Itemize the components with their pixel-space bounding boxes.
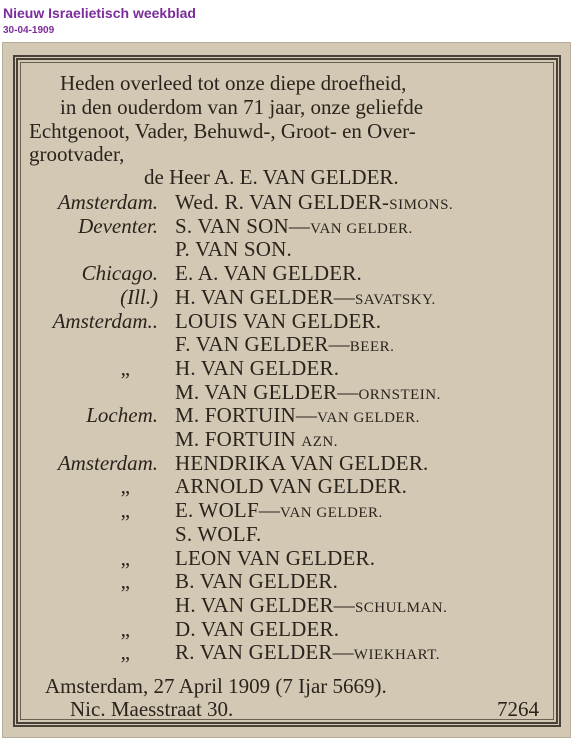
mourner-name-suffix: SIMONS. [389, 197, 454, 213]
mourner-name [175, 571, 338, 592]
mourner-name-main: M. VAN GELDER— [175, 380, 359, 404]
mourner-name [175, 216, 413, 237]
mourner-name [175, 405, 420, 426]
mourner-place: Chicago. [81, 261, 158, 285]
mourner-name-suffix: SCHULMAN. [354, 600, 448, 616]
mourner-name-main: E. A. VAN GELDER. [175, 261, 362, 285]
deceased-name: de Heer A. E. VAN GELDER. [144, 165, 399, 189]
mourner-place: Amsterdam.. [52, 309, 158, 333]
mourner-name [175, 595, 447, 616]
mourner-name [175, 382, 441, 403]
newspaper-clipping [2, 42, 571, 738]
mourner-place: Deventer. [78, 214, 158, 238]
mourner-name [175, 524, 261, 545]
publication-date: 30-04-1909 [3, 25, 55, 36]
mourner-name-main: HENDRIKA VAN GELDER. [175, 451, 429, 475]
mourner-name [175, 453, 428, 474]
mourner-place: „ [120, 640, 130, 664]
mourner-name-suffix: ORNSTEIN. [358, 387, 441, 403]
mourner-name-suffix: BEER. [349, 339, 395, 355]
mourner-place: „ [120, 474, 130, 498]
publication-title: Nieuw Israelietisch weekblad [3, 5, 196, 21]
ad-number: 7264 [497, 697, 539, 721]
mourner-place: Amsterdam. [57, 451, 158, 475]
footer-date-line: Amsterdam, 27 April 1909 (7 Ijar 5669). [45, 674, 387, 698]
mourner-place: Lochem. [86, 403, 158, 427]
mourner-place: „ [120, 546, 130, 570]
mourner-name [175, 500, 383, 521]
mourner-name [175, 548, 375, 569]
mourner-place: „ [120, 617, 130, 641]
mourner-place: „ [120, 569, 130, 593]
mourner-name-main: H. VAN GELDER. [175, 356, 340, 380]
mourner-name-main: P. VAN SON. [175, 237, 292, 261]
mourner-name [175, 239, 292, 260]
mourner-name [175, 642, 440, 663]
mourner-name-main: H. VAN GELDER— [175, 593, 355, 617]
mourner-name [175, 287, 436, 308]
mourner-name-main: D. VAN GELDER. [175, 617, 340, 641]
intro-line: Echtgenoot, Vader, Behuwd-, Groot- en Over- [29, 119, 416, 143]
mourner-name [175, 358, 339, 379]
mourner-name-main: H. VAN GELDER— [175, 285, 355, 309]
mourner-place: „ [120, 498, 130, 522]
intro-line: in den ouderdom van 71 jaar, onze geliefde [60, 95, 424, 119]
mourner-name-suffix: WIEKHART. [353, 647, 441, 663]
mourner-name-main: M. FORTUIN [175, 427, 302, 451]
mourner-place: Amsterdam. [57, 190, 158, 214]
mourner-name [175, 192, 453, 213]
intro-line: grootvader, [29, 142, 125, 166]
mourner-name-main: F. VAN GELDER— [175, 332, 350, 356]
mourner-name-main: Wed. R. VAN GELDER- [175, 190, 390, 214]
mourner-name-suffix: SAVATSKY. [354, 292, 436, 308]
mourner-name [175, 429, 338, 450]
mourner-name [175, 263, 362, 284]
mourner-name-suffix: AZN. [301, 434, 338, 450]
mourner-name-main: S. VAN SON— [175, 214, 311, 238]
mourner-place: (Ill.) [120, 285, 158, 309]
mourner-name-suffix: VAN GELDER. [310, 221, 413, 237]
mourner-name-main: B. VAN GELDER. [175, 569, 339, 593]
mourner-name-main: LEON VAN GELDER. [175, 546, 376, 570]
mourner-name [175, 334, 394, 355]
mourner-name-main: R. VAN GELDER— [175, 640, 354, 664]
mourner-name-suffix: VAN GELDER. [280, 505, 383, 521]
mourner-place: „ [120, 356, 130, 380]
mourner-name-suffix: VAN GELDER. [317, 410, 420, 426]
mourner-name-main: ARNOLD VAN GELDER. [175, 474, 408, 498]
mourner-name [175, 311, 381, 332]
mourner-name-main: S. WOLF. [175, 522, 262, 546]
mourner-name-main: E. WOLF— [175, 498, 281, 522]
mourner-name-main: LOUIS VAN GELDER. [175, 309, 382, 333]
address: Nic. Maesstraat 30. [70, 697, 234, 721]
mourner-name [175, 476, 407, 497]
intro-line: Heden overleed tot onze diepe droefheid, [60, 71, 407, 95]
mourner-name [175, 619, 339, 640]
mourner-name-main: M. FORTUIN— [175, 403, 318, 427]
